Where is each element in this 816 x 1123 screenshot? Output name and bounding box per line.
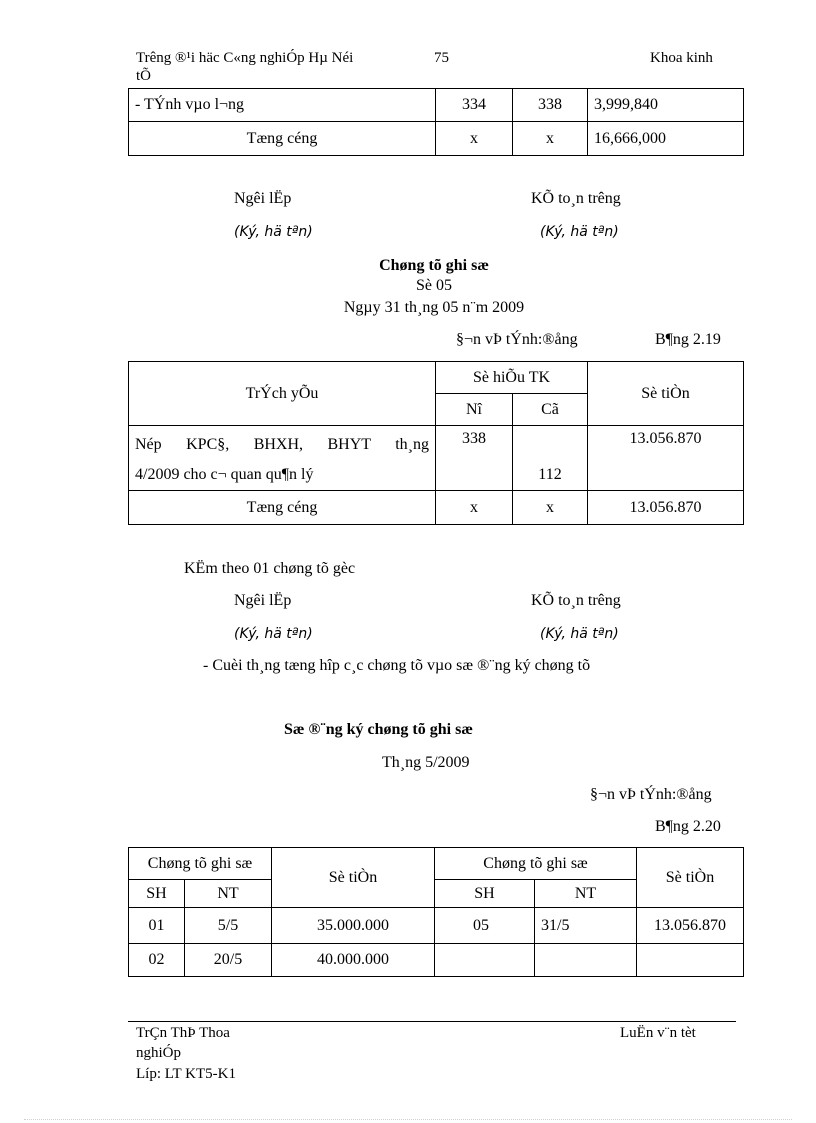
- footer-thesis: LuËn v¨n tèt: [620, 1025, 696, 1041]
- debit-account: 334: [436, 89, 513, 122]
- row-label: - TÝnh vµo l¬ng: [129, 89, 436, 122]
- summary-line: - Cuèi th¸ng tæng hîp c¸c chøng tõ vµo sæ ®¨ng ký chøng tõ: [203, 657, 591, 674]
- footer-author-cont: nghiÓp: [136, 1045, 181, 1061]
- page-number: 75: [434, 50, 449, 66]
- group-header-left: Chøng tõ ghi sæ: [129, 848, 272, 880]
- col-amount-right: Sè tiÒn: [637, 848, 744, 908]
- cell-nt: 5/5: [185, 908, 272, 944]
- row-description: [129, 426, 436, 491]
- preparer-title-2: Ngêi lËp: [234, 592, 292, 609]
- cell-nt: 31/5: [535, 908, 637, 944]
- footer-class: Líp: LT KT5-K1: [136, 1066, 236, 1082]
- row-description-line2: 4/2009 cho c¬ quan qu¶n lý: [135, 466, 314, 483]
- chief-accountant-title-2: KÕ to¸n trêng: [531, 592, 621, 609]
- col-sh-right: SH: [435, 880, 535, 908]
- group-header-right: Chøng tõ ghi sæ: [435, 848, 637, 880]
- table-row: [129, 89, 744, 122]
- row-debit: 338: [436, 426, 513, 491]
- cell-sh: 02: [129, 944, 185, 977]
- table-row: [129, 426, 744, 491]
- col-debit: Nî: [436, 394, 513, 426]
- footer-author: TrÇn ThÞ Thoa: [136, 1025, 230, 1041]
- row-description-line1: Nép KPC§, BHXH, BHYT th¸ng: [135, 436, 429, 453]
- voucher-date: Ngµy 31 th¸ng 05 n¨m 2009: [343, 299, 525, 316]
- cell-amount: [637, 944, 744, 977]
- register-unit: §¬n vÞ tÝnh:®ång: [590, 786, 712, 803]
- col-amount-left: Sè tiÒn: [272, 848, 435, 908]
- total-amount: 13.056.870: [588, 491, 744, 525]
- page-bottom-edge: [24, 1119, 792, 1120]
- footer-divider: [128, 1021, 736, 1022]
- cell-nt: [535, 944, 637, 977]
- cell-sh: 05: [435, 908, 535, 944]
- header-faculty: Khoa kinh: [650, 50, 713, 66]
- chief-accountant-note: (Ký, hä tªn): [540, 224, 619, 240]
- total-debit: x: [436, 491, 513, 525]
- total-credit: x: [513, 491, 588, 525]
- header-school-cont: tÕ: [136, 68, 151, 84]
- col-nt-left: NT: [185, 880, 272, 908]
- amount: 3,999,840: [588, 89, 744, 122]
- row-amount: 13.056.870: [588, 426, 744, 491]
- total-amount: 16,666,000: [588, 122, 744, 156]
- preparer-note: (Ký, hä tªn): [234, 224, 313, 240]
- total-debit: x: [436, 122, 513, 156]
- table-row: [129, 908, 744, 944]
- cell-nt: 20/5: [185, 944, 272, 977]
- col-nt-right: NT: [535, 880, 637, 908]
- register-month: Th¸ng 5/2009: [382, 754, 470, 771]
- attachment-note: KËm theo 01 chøng tõ gèc: [184, 560, 356, 577]
- col-sh-left: SH: [129, 880, 185, 908]
- register-table: [128, 847, 744, 977]
- cell-amount: 40.000.000: [272, 944, 435, 977]
- chief-accountant-note-2: (Ký, hä tªn): [540, 626, 619, 642]
- table-row-total: [129, 491, 744, 525]
- col-description: TrÝch yÕu: [129, 362, 436, 426]
- preparer-title: Ngêi lËp: [234, 190, 292, 207]
- voucher-number: Sè 05: [416, 277, 452, 294]
- total-label: Tæng céng: [129, 491, 436, 525]
- voucher-table: [128, 361, 744, 525]
- row-credit: 112: [513, 426, 588, 491]
- col-amount: Sè tiÒn: [588, 362, 744, 426]
- voucher-title: Chøng tõ ghi sæ: [379, 257, 489, 274]
- cell-sh: 01: [129, 908, 185, 944]
- cell-amount: 35.000.000: [272, 908, 435, 944]
- header-school: Trêng ®¹i häc C«ng nghiÓp Hµ Néi: [136, 50, 354, 66]
- cell-sh: [435, 944, 535, 977]
- cell-amount: 13.056.870: [637, 908, 744, 944]
- total-label: Tæng céng: [129, 122, 436, 156]
- preparer-note-2: (Ký, hä tªn): [234, 626, 313, 642]
- chief-accountant-title: KÕ to¸n trêng: [531, 190, 621, 207]
- total-credit: x: [513, 122, 588, 156]
- register-table-label: B¶ng 2.20: [655, 818, 721, 835]
- table-row-total: [129, 122, 744, 156]
- register-title: Sæ ®¨ng ký chøng tõ ghi sæ: [284, 721, 473, 738]
- credit-account: 338: [513, 89, 588, 122]
- table-row: [129, 944, 744, 977]
- col-credit: Cã: [513, 394, 588, 426]
- col-account-group: Sè hiÕu TK: [436, 362, 588, 394]
- table-label: B¶ng 2.19: [655, 331, 721, 348]
- table-top: [128, 88, 744, 156]
- unit-label: §¬n vÞ tÝnh:®ång: [456, 331, 578, 348]
